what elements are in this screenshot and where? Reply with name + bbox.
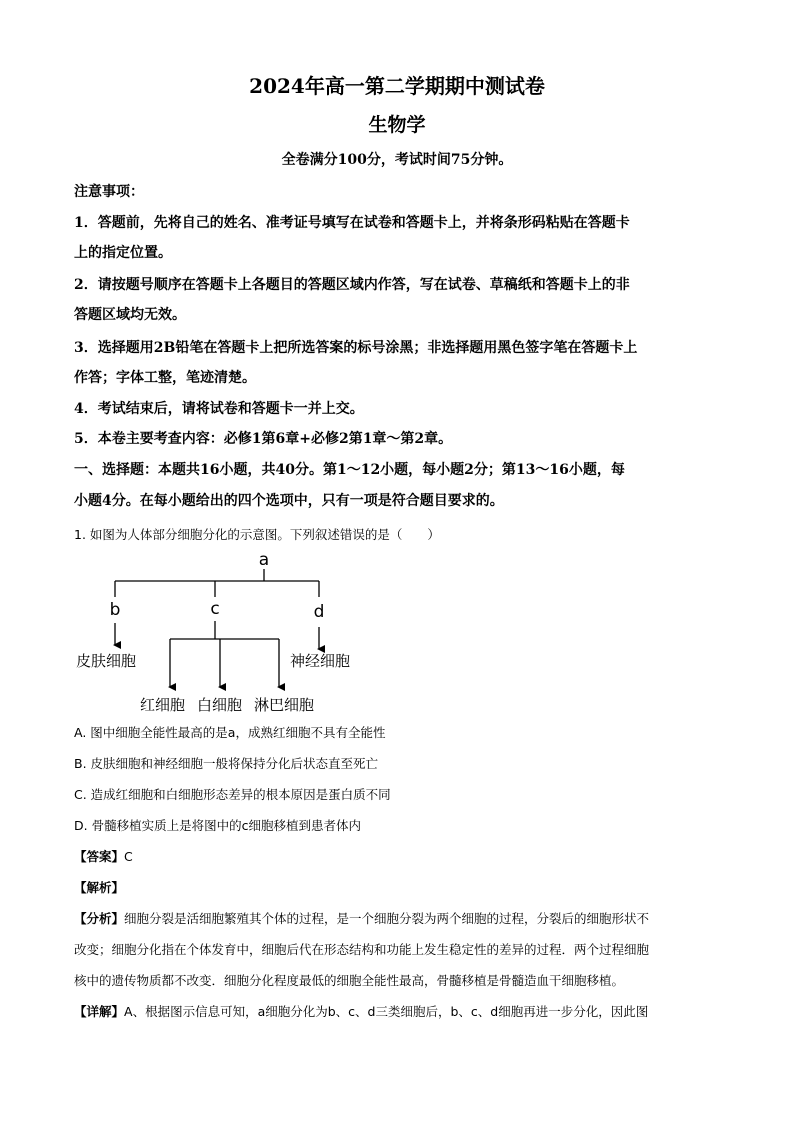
label-lymph-cell: 淋巴细胞 — [254, 696, 315, 714]
xiangjie-text-1: A、根据图示信息可知，a细胞分化为b、c、d三类细胞后，b、c、d细胞再进一步分化，因此图 — [124, 1004, 649, 1019]
note-1-line-2: 上的指定位置。 — [74, 245, 172, 261]
option-a: A. 图中细胞全能性最高的是a，成熟红细胞不具有全能性 — [74, 725, 386, 740]
fenxi-line-2: 改变；细胞分化指在个体发育中，细胞后代在形态结构和功能上发生稳定性的差异的过程．两个过程细胞 — [74, 942, 650, 957]
note-2-line-2: 答题区域均无效。 — [74, 307, 186, 323]
answer-tag: 【答案】 — [74, 849, 125, 864]
section-1-line-1: 一、选择题：本题共16小题，共40分。第1～12小题，每小题2分；第13～16小题，每 — [74, 462, 625, 478]
cell-differentiation-diagram — [70, 545, 370, 720]
label-skin-cell: 皮肤细胞 — [76, 652, 137, 670]
answer-value: C — [124, 849, 133, 864]
answer-line — [74, 848, 724, 866]
note-1-line-1: 1．答题前，先将自己的姓名、准考证号填写在试卷和答题卡上，并将条形码粘贴在答题卡 — [74, 215, 630, 231]
exam-title: 2024年高一第二学期期中测试卷 — [249, 74, 545, 98]
fenxi-tag: 【分析】 — [74, 911, 125, 926]
option-c: C. 造成红细胞和白细胞形态差异的根本原因是蛋白质不同 — [74, 787, 391, 802]
section-1-line-2: 小题4分。在每小题给出的四个选项中，只有一项是符合题目要求的。 — [74, 493, 504, 509]
analysis-line — [74, 879, 724, 897]
xiangjie-line-1 — [74, 1003, 724, 1021]
note-3-line-2: 作答；字体工整，笔迹清楚。 — [74, 370, 256, 386]
note-4: 4．考试结束后，请将试卷和答题卡一并上交。 — [74, 401, 364, 417]
option-d: D. 骨髓移植实质上是将图中的c细胞移植到患者体内 — [74, 818, 361, 833]
exam-info: 全卷满分100分，考试时间75分钟。 — [281, 152, 513, 168]
notes-heading: 注意事项： — [74, 184, 144, 200]
option-b: B. 皮肤细胞和神经细胞一般将保持分化后状态直至死亡 — [74, 756, 379, 771]
subject-title: 生物学 — [368, 114, 426, 136]
note-5: 5．本卷主要考查内容：必修1第6章+必修2第1章～第2章。 — [74, 431, 453, 447]
label-white-cell: 白细胞 — [197, 696, 243, 714]
fenxi-line-3: 核中的遗传物质都不改变．细胞分化程度最低的细胞全能性最高，骨髓移植是骨髓造血干细胞移植。 — [74, 973, 625, 988]
note-3-line-1: 3．选择题用2B铅笔在答题卡上把所选答案的标号涂黑；非选择题用黑色签字笔在答题卡上 — [74, 340, 638, 356]
label-a: a — [258, 550, 270, 570]
analysis-tag: 【解析】 — [74, 880, 125, 895]
xiangjie-tag: 【详解】 — [74, 1004, 125, 1019]
label-nerve-cell: 神经细胞 — [290, 652, 351, 670]
fenxi-text-1: 细胞分裂是活细胞繁殖其个体的过程，是一个细胞分裂为两个细胞的过程，分裂后的细胞形状不 — [124, 911, 650, 926]
label-b: b — [109, 600, 121, 620]
label-red-cell: 红细胞 — [140, 696, 186, 714]
question-1-stem: 1. 如图为人体部分细胞分化的示意图。下列叙述错误的是（ ） — [74, 527, 440, 542]
label-c: c — [210, 599, 220, 619]
note-2-line-1: 2．请按题号顺序在答题卡上各题目的答题区域内作答，写在试卷、草稿纸和答题卡上的非 — [74, 277, 630, 293]
label-d: d — [313, 602, 325, 622]
fenxi-line-1 — [74, 910, 724, 928]
